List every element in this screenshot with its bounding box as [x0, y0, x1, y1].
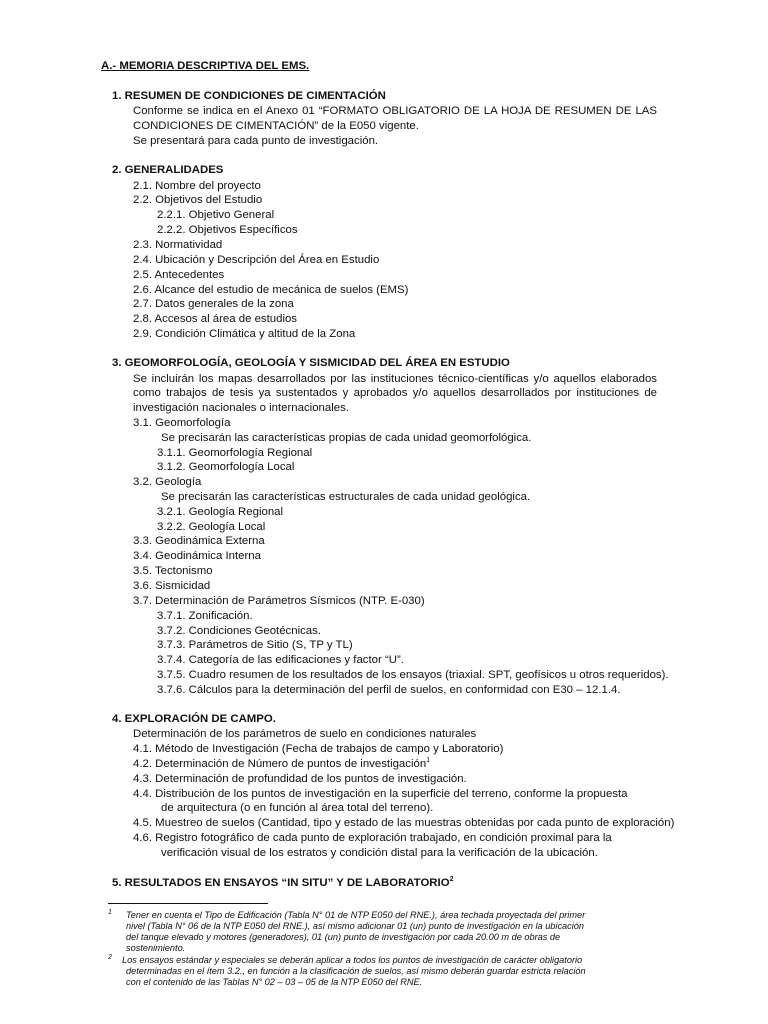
section-1-text-line: CONDICIONES DE CIMENTACIÓN” de la E050 vigente.: [133, 120, 419, 132]
list-item: 4.4. Distribución de los puntos de investigación en la superficie del terreno, conforme la propuesta: [133, 788, 628, 800]
list-item: 3.2.1. Geología Regional: [157, 506, 284, 518]
list-item: 4.5. Muestreo de suelos (Cantidad, tipo y estado de las muestras obtenidas por cada punto de exploración): [133, 817, 675, 829]
list-item: 2.2.2. Objetivos Específicos: [157, 224, 298, 236]
footnote-2-text: Los ensayos estándar y especiales se deberán aplicar a todos los puntos de investigación de carácter obligatorio: [122, 955, 583, 965]
footnote-1-line: del tanque elevado y motores (generadores), 01 (un) punto de investigación por cada 20.00 m de obras de: [126, 932, 561, 942]
list-item: 3.7. Determinación de Parámetros Sísmicos (NTP. E-030): [133, 595, 425, 607]
list-item: 2.8. Accesos al área de estudios: [133, 313, 298, 325]
list-item: 3.5. Tectonismo: [133, 565, 213, 577]
footnote-1-text: Tener en cuenta el Tipo de Edificación (Tabla N° 01 de NTP E050 del RNE.), área techada proyectada del primer: [126, 910, 586, 920]
section-3-text-line: investigación nacionales o internacionales.: [133, 402, 349, 414]
footnote-1-line: sostenimiento.: [126, 943, 186, 953]
list-item: 4.1. Método de Investigación (Fecha de trabajos de campo y Laboratorio): [133, 743, 504, 755]
footnote-1-line: nivel (Tabla N° 06 de la NTP E050 del RNE.), así mismo adicionar 01 (un) punto de investigación en la ubicación: [126, 921, 585, 931]
list-item: 2.3. Normatividad: [133, 239, 223, 251]
list-item: 3.1.1. Geomorfología Regional: [157, 447, 313, 459]
list-item: 2.2. Objetivos del Estudio: [133, 194, 263, 206]
footnote-2-marker: 2: [108, 954, 112, 961]
list-item: 4.6. Registro fotográfico de cada punto de exploración trabajado, en condición proximal para la: [133, 832, 612, 844]
list-item-text: Se precisarán las características propias de cada unidad geomorfológica.: [161, 432, 532, 444]
list-item: 3.2.2. Geología Local: [157, 521, 266, 533]
document-title: A.- MEMORIA DESCRIPTIVA DEL EMS.: [101, 60, 310, 72]
section-5-heading-text: 5. RESULTADOS EN ENSAYOS “IN SITU” Y DE LABORATORIO: [112, 877, 450, 889]
list-item: 4.3. Determinación de profundidad de los puntos de investigación.: [133, 773, 467, 785]
list-item: 3.7.4. Categoría de las edificaciones y factor “U”.: [157, 654, 404, 666]
list-item: 3.3. Geodinámica Externa: [133, 535, 265, 547]
footnote-2-line: con el contenido de las Tablas N° 02 – 03 – 05 de la NTP E050 del RNE.: [126, 977, 423, 987]
footnote-2-line: [108, 954, 583, 966]
list-item-text: verificación visual de los estratos y condición distal para la verificación de la ubicación.: [161, 847, 598, 859]
list-item: 2.6. Alcance del estudio de mecánica de suelos (EMS): [133, 284, 409, 296]
section-4-heading: 4. EXPLORACIÓN DE CAMPO.: [112, 713, 276, 725]
list-item: 2.7. Datos generales de la zona: [133, 298, 294, 310]
footnote-divider: [108, 903, 268, 904]
section-1-text-line: Se presentará para cada punto de investigación.: [133, 135, 379, 147]
section-5-heading: [112, 876, 453, 890]
list-item: 3.1.2. Geomorfología Local: [157, 461, 295, 473]
list-item-text: de arquitectura (o en función al área total del terreno).: [161, 802, 434, 814]
list-item: 2.4. Ubicación y Descripción del Área en Estudio: [133, 254, 380, 266]
list-item-text: Se precisarán las características estructurales de cada unidad geológica.: [161, 491, 531, 503]
list-item: 3.7.5. Cuadro resumen de los resultados de los ensayos (triaxial. SPT, geofísicos u otros requeridos).: [157, 669, 669, 681]
list-item: 2.5. Antecedentes: [133, 269, 225, 281]
section-4-text-line: Determinación de los parámetros de suelo en condiciones naturales: [133, 728, 477, 740]
list-item: 2.9. Condición Climática y altitud de la Zona: [133, 328, 356, 340]
list-item: 3.2. Geología: [133, 476, 202, 488]
list-item: 3.4. Geodinámica Interna: [133, 550, 261, 562]
list-item: 2.2.1. Objetivo General: [157, 209, 275, 221]
footnote-1-marker: 1: [108, 909, 112, 916]
list-item: 3.7.3. Parámetros de Sitio (S, TP y TL): [157, 639, 353, 651]
list-item: [133, 757, 430, 771]
footnote-reference[interactable]: 2: [449, 876, 454, 884]
list-item: 3.7.6. Cálculos para la determinación del perfil de suelos, en conformidad con E30 – 12.1.4.: [157, 684, 621, 696]
list-item: 3.1. Geomorfología: [133, 417, 231, 429]
section-2-heading: 2. GENERALIDADES: [112, 164, 224, 176]
section-3-heading: 3. GEOMORFOLOGÍA, GEOLOGÍA Y SISMICIDAD DEL ÁREA EN ESTUDIO: [112, 357, 510, 369]
footnote-1-line: [108, 909, 586, 921]
footnote-reference[interactable]: 1: [426, 757, 431, 765]
list-item: 3.6. Sismicidad: [133, 580, 211, 592]
section-3-text-line: Se incluirán los mapas desarrollados por las instituciones técnico-científicas y/o aquellos elaborados: [133, 373, 657, 385]
section-3-text-line: como trabajos de tesis ya sustentados y aprobados y/o aquellos desarrollados por instituciones de: [133, 387, 657, 399]
section-1-text-line: Conforme se indica en el Anexo 01 “FORMATO OBLIGATORIO DE LA HOJA DE RESUMEN DE LAS: [133, 105, 657, 117]
list-item: 3.7.1. Zonificación.: [157, 610, 253, 622]
section-1-heading: 1. RESUMEN DE CONDICIONES DE CIMENTACIÓN: [112, 90, 386, 102]
list-item: 2.1. Nombre del proyecto: [133, 180, 261, 192]
footnote-2-line: determinadas en el ítem 3.2., en función a la clasificación de suelos, así mismo deberán guardar estricta relación: [126, 966, 586, 976]
list-item: 3.7.2. Condiciones Geotécnicas.: [157, 625, 321, 637]
list-item-text: 4.2. Determinación de Número de puntos de investigación: [133, 758, 427, 770]
